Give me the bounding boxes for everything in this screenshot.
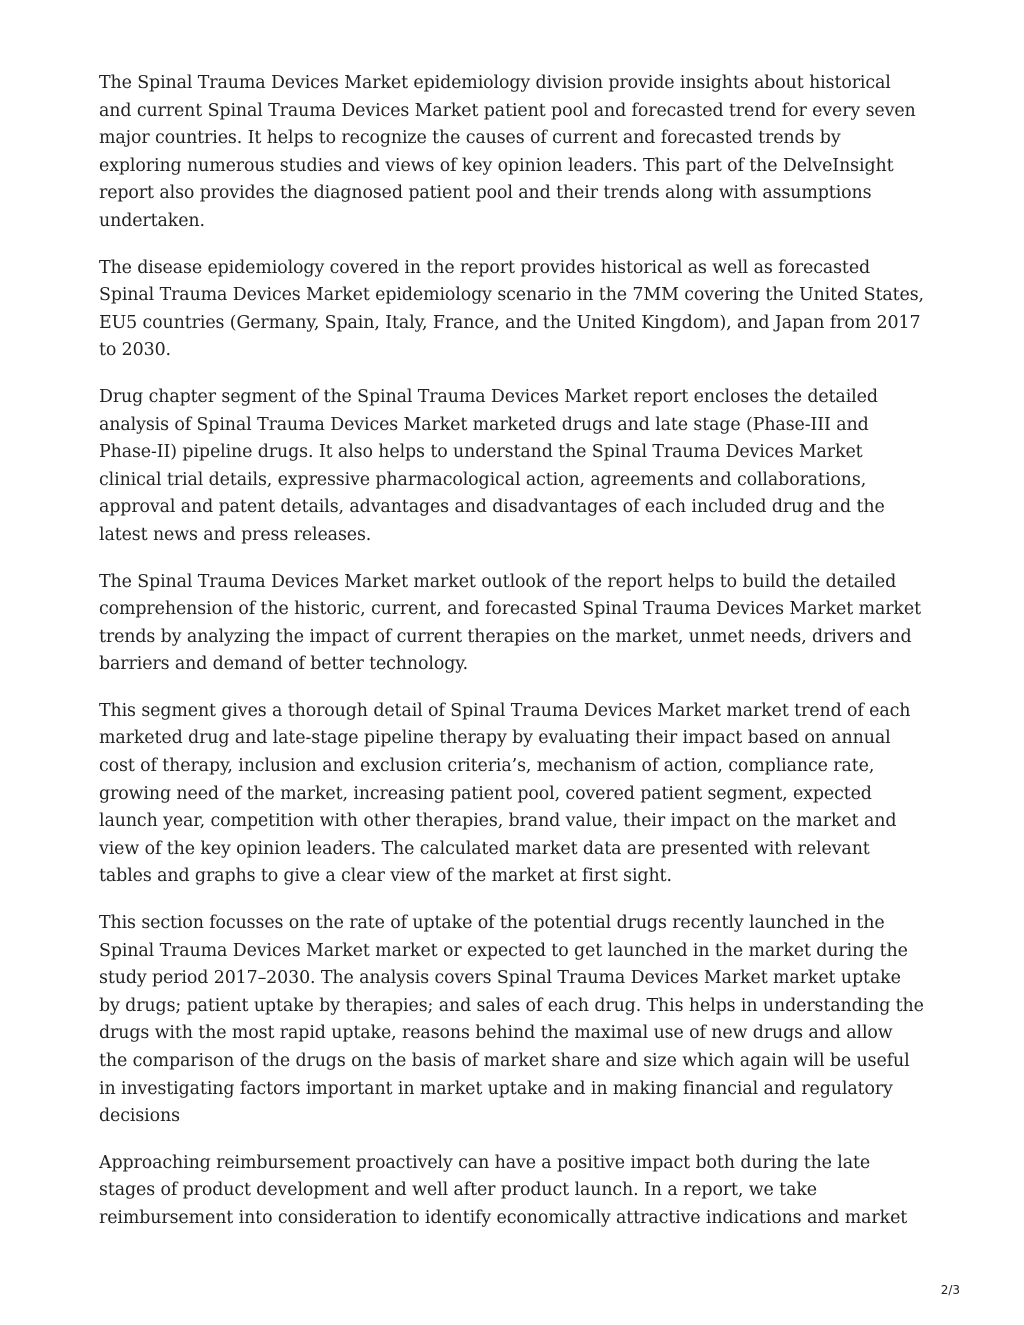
page-number: 2/3 [940, 1283, 960, 1297]
paragraph-market-trend-segment: This segment gives a thorough detail of Spinal Trauma Devices Market market trend of each marketed drug and late-stage pipeline therapy by evaluating their impact based on annual cost of therapy, inclusion and exclusion criteria’s, mechanism of action, compliance rate, growing need of the market, increasing patient pool, covered patient segment, expected launch year, competition with other therapies, brand value, their impact on the market and view of the key opinion leaders. The calculated market data are presented with relevant tables and graphs to give a clear view of the market at first sight. [99, 700, 911, 887]
paragraph-disease-epidemiology: The disease epidemiology covered in the report provides historical as well as forecasted Spinal Trauma Devices Market epidemiology scenario in the 7MM covering the United States, EU5 countries (Germany, Spain, Italy, France, and the United Kingdom), and Japan from 2017 to 2030. [99, 257, 924, 361]
document-body [99, 70, 925, 1252]
paragraph-drug-uptake: This section focusses on the rate of uptake of the potential drugs recently launched in the Spinal Trauma Devices Market market or expected to get launched in the market during the study period 2017–2030. The analysis covers Spinal Trauma Devices Market market uptake by drugs; patient uptake by therapies; and sales of each drug. This helps in understanding the drugs with the most rapid uptake, reasons behind the maximal use of new drugs and allow the comparison of the drugs on the basis of market share and size which again will be useful in investigating factors important in market uptake and in making financial and regulatory decisions [99, 913, 924, 1127]
paragraph-epidemiology-division: The Spinal Trauma Devices Market epidemiology division provide insights about historical and current Spinal Trauma Devices Market patient pool and forecasted trend for every seven major countries. It helps to recognize the causes of current and forecasted trends by exploring numerous studies and views of key opinion leaders. This part of the DelveInsight report also provides the diagnosed patient pool and their trends along with assumptions undertaken. [99, 73, 916, 231]
paragraph-market-outlook: The Spinal Trauma Devices Market market outlook of the report helps to build the detailed comprehension of the historic, current, and forecasted Spinal Trauma Devices Market market trends by analyzing the impact of current therapies on the market, unmet needs, drivers and barriers and demand of better technology. [99, 571, 921, 675]
paragraph-reimbursement: Approaching reimbursement proactively can have a positive impact both during the late stages of product development and well after product launch. In a report, we take reimbursement into consideration to identify economically attractive indications and market [99, 1152, 908, 1228]
paragraph-drug-chapter: Drug chapter segment of the Spinal Trauma Devices Market report encloses the detailed analysis of Spinal Trauma Devices Market marketed drugs and late stage (Phase-III and Phase-II) pipeline drugs. It also helps to understand the Spinal Trauma Devices Market clinical trial details, expressive pharmacological action, agreements and collaborations, approval and patent details, advantages and disadvantages of each included drug and the latest news and press releases. [99, 386, 885, 545]
